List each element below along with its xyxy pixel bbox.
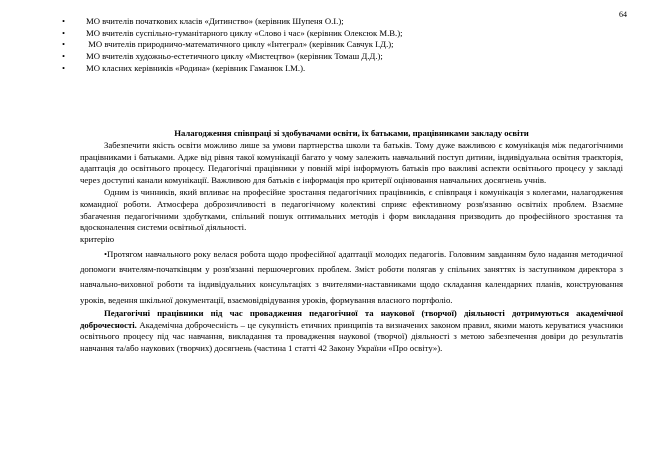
paragraph-parents-communication: Забезпечити якість освіти можливо лише за умови партнерства школи та батьків. Тому дуже важливою є комунікація між педагогічними працівниками і батьками. Адже від рівня такої комунікації багато у чому залежить навчальний поступ дитини, індивідуальна освітня траєкторія, адаптація до освітнього процесу. Педагогічні працівники у повній мірі інформують батьків про важливі аспекти освітнього процесу у закладі через доступні канали комунікації. Важливою для батьків є інформація про критерії оцінювання навчальних досягнень учнів. — [80, 139, 623, 186]
paragraph-young-teachers: •Протягом навчального року велася робота щодо професійної адаптації молодих педагогів. Головним завданням було надання методичної допомоги вчителям-початківцям у розв'язанні першочергових проблем. Зміст роботи полягав у спільних заняттях із заступником директора з навчально-виховної роботи та індивідуальних консультаціях з вчителями-наставниками щодо складання календарних планів, конструювання уроків, ведення шкільної документації, взаємовідвідування уроків, формування власного портфоліо. — [80, 248, 623, 305]
bullet-icon: • — [62, 51, 66, 62]
page-number: 64 — [619, 10, 627, 19]
academic-integrity-text: Академічна доброчесність – це сукупність етичних принципів та визначених законом правил, якими мають керуватися учасники освітнього процесу під час навчання, викладання та провадження наукової (творчої) діяльності з метою забезпечення довіри до результатів навчання та/або наукових (творчих) досягнень (частина 1 статті 42 Закону України «Про освіту»). — [80, 319, 623, 354]
list-item-text: МО вчителів суспільно-гуманітарного циклу «Слово і час» (керівник Олексюк М.В.); — [86, 27, 403, 38]
stray-word: критерію — [80, 234, 115, 245]
list-item — [62, 39, 622, 51]
list-item-text: МО вчителів початкових класів «Дитинство» (керівник Шупеня О.І.); — [86, 16, 344, 26]
list-item — [62, 63, 622, 75]
list-item-text: МО вчителів природничо-математичного циклу «Інтеграл» (керівник Савчук І.Д.); — [86, 39, 394, 50]
methodical-associations-list — [62, 16, 622, 75]
academic-integrity-lead: Педагогічні працівники під час провадження педагогічної та наукової (творчої) діяльності дотримуються академічної доброчесності. — [80, 307, 623, 330]
bullet-icon: • — [62, 27, 66, 38]
list-item — [62, 16, 622, 28]
bullet-icon: • — [62, 62, 66, 73]
list-item-text: МО класних керівників «Родина» (керівник Гаманюк І.М.). — [86, 62, 306, 73]
paragraph-colleagues-cooperation: Одним із чинників, який впливає на професійне зростання педагогічних працівників, є співпраця і комунікація з колегами, налагодження командної роботи. Атмосфера доброзичливості в педагогічному колективі сприяє ефективному розв'язанню освітніх проблем. Взаємне збагачення педагогічними здобутками, спільний пошук оптимальних методів і форм викладання призводить до професійного зростання та вдосконалення системи освітньої діяльності. — [80, 186, 623, 233]
section-heading: Налагодження співпраці зі здобувачами освіти, їх батьками, працівниками закладу освіти — [174, 128, 529, 138]
list-item — [62, 51, 622, 63]
paragraph-academic-integrity — [80, 308, 623, 355]
bullet-icon: • — [62, 39, 66, 50]
main-content — [80, 128, 623, 355]
bullet-icon: • — [62, 16, 66, 26]
list-item — [62, 28, 622, 40]
list-item-text: МО вчителів художньо-естетичного циклу «Мистецтво» (керівник Томаш Д.Д.); — [86, 51, 383, 62]
